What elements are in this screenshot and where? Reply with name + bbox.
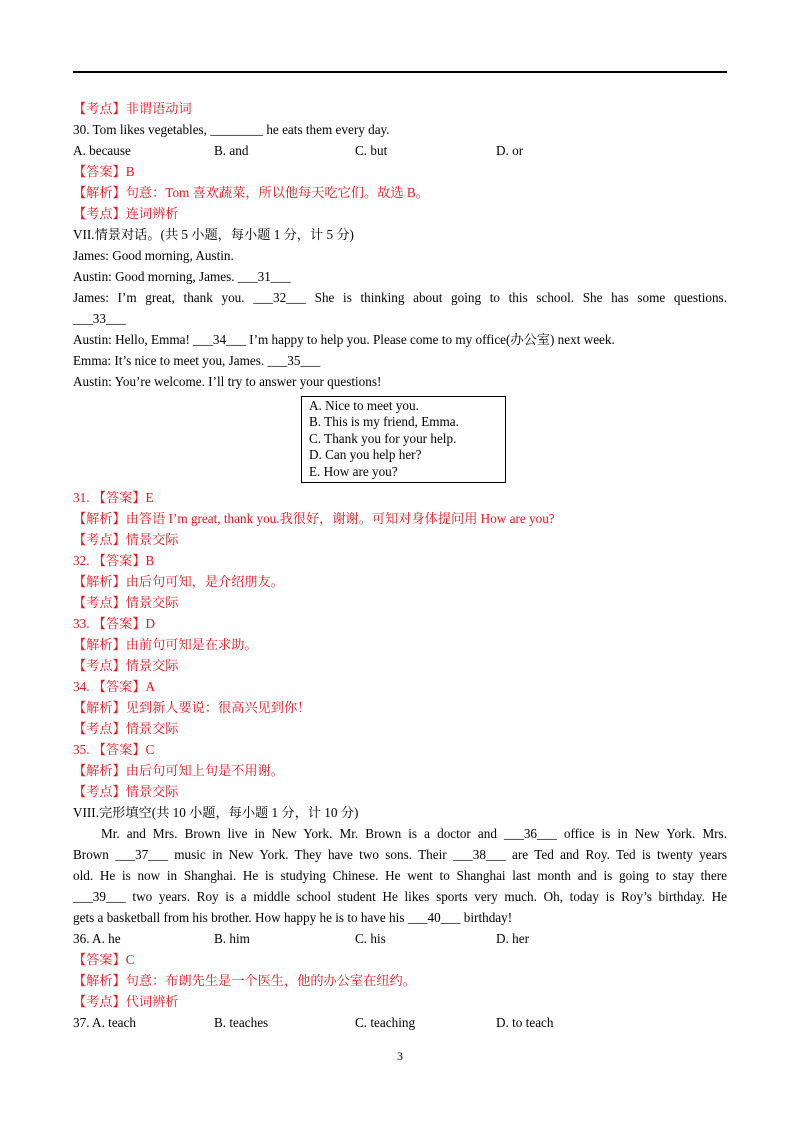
question-30-options (73, 140, 727, 161)
section-heading: VII.情景对话。(共 5 小题，每小题 1 分，计 5 分) (73, 227, 354, 242)
analysis-line: 【解析】句意：Tom 喜欢蔬菜，所以他每天吃它们。故选 B。 (73, 185, 429, 200)
box-option: C. Thank you for your help. (309, 430, 457, 446)
passage-line: gets a basketball from his brother. How happy he is to have his ___40___ birthday! (73, 909, 513, 925)
cloze-passage (73, 823, 727, 928)
dialogue-line: ___33___ (73, 311, 126, 326)
analysis-line: 【解析】句意：布朗先生是一个医生，他的办公室在纽约。 (73, 972, 416, 988)
box-option: E. How are you? (309, 463, 398, 479)
option: C. but (355, 143, 388, 158)
topic-line: 【考点】情景交际 (73, 783, 179, 799)
passage-line: Brown ___37___ music in New York. They have two sons. Their ___38___ are Ted and Roy. Ted is twenty years (73, 846, 727, 862)
topic-line: 【考点】情景交际 (73, 657, 179, 673)
analysis-line: 【解析】由后句可知，是介绍朋友。 (73, 573, 284, 589)
option: 36. A. he (73, 930, 121, 946)
box-option: D. Can you help her? (309, 447, 422, 463)
answer-line: 32. 【答案】B (73, 552, 155, 568)
topic-line: 【考点】情景交际 (73, 594, 179, 610)
option: B. teaches (214, 1014, 269, 1030)
answer-line: 35. 【答案】C (73, 741, 155, 757)
analysis-line: 【解析】由后句可知上句是不用谢。 (73, 762, 284, 778)
box-option: B. This is my friend, Emma. (309, 414, 459, 430)
passage-line: Mr. and Mrs. Brown live in New York. Mr. Brown is a doctor and ___36___ office is in New York. Mrs. (101, 825, 727, 841)
answer-line: 33. 【答案】D (73, 615, 156, 631)
topic-line: 【考点】代词辨析 (73, 993, 179, 1009)
block-top (73, 98, 727, 140)
analysis-line: 【解析】由前句可知是在求助。 (73, 636, 258, 652)
topic-line: 【考点】情景交际 (73, 720, 179, 736)
option: D. her (496, 930, 529, 946)
dialogue-line: Austin: Good morning, James. ___31___ (73, 269, 291, 284)
topic-line: 【考点】情景交际 (73, 531, 179, 547)
block-mid (73, 161, 727, 392)
option: D. or (496, 143, 524, 158)
topic-line: 【考点】连词辨析 (73, 206, 179, 221)
question-30: 30. Tom likes vegetables, ________ he eats them every day. (73, 122, 390, 137)
option: C. teaching (355, 1014, 416, 1030)
answer-line: 34. 【答案】A (73, 678, 156, 694)
answer-line: 【答案】B (73, 164, 135, 179)
passage-line: ___39___ two years. Roy is a middle school student He likes sports very much. Oh, today is Roy’s birthday. He (73, 888, 727, 904)
answer-line: 31. 【答案】E (73, 489, 154, 505)
section-heading: VIII.完形填空(共 10 小题，每小题 1 分，计 10 分) (73, 804, 359, 820)
dialogue-line: James: I’m great, thank you. ___32___ She is thinking about going to this school. She has some questions. (73, 290, 727, 305)
dialogue-line: Austin: You’re welcome. I’ll try to answer your questions! (73, 374, 382, 389)
page-number: 3 (397, 1049, 403, 1063)
header-rule (73, 71, 727, 73)
dialogue-line: James: Good morning, Austin. (73, 248, 234, 263)
option-box (301, 396, 506, 483)
option: B. him (214, 930, 250, 946)
block-q36 (73, 949, 727, 1012)
option: D. to teach (496, 1014, 554, 1030)
dialogue-line: Austin: Hello, Emma! ___34___ I’m happy to help you. Please come to my office(办公室) next week. (73, 332, 615, 347)
analysis-line: 【解析】见到新人要说：很高兴见到你！ (73, 699, 311, 715)
passage-line: old. He is now in Shanghai. He is studying Chinese. He went to Shanghai last month and is going to stay there (73, 867, 727, 883)
box-option: A. Nice to meet you. (309, 398, 419, 413)
analysis-line: 【解析】由答语 I’m great, thank you.我很好，谢谢。可知对身体提问用 How are you? (73, 510, 555, 526)
option: B. and (214, 143, 249, 158)
block-answers (73, 487, 727, 823)
dialogue-line: Emma: It’s nice to meet you, James. ___35___ (73, 353, 321, 368)
page-content (73, 98, 727, 1033)
text-line: 【考点】非谓语动词 (73, 101, 192, 116)
answer-line: 【答案】C (73, 951, 135, 967)
option: A. because (73, 143, 131, 158)
option: C. his (355, 930, 386, 946)
question-37-options (73, 1012, 727, 1033)
question-36-options (73, 928, 727, 949)
option: 37. A. teach (73, 1014, 136, 1030)
